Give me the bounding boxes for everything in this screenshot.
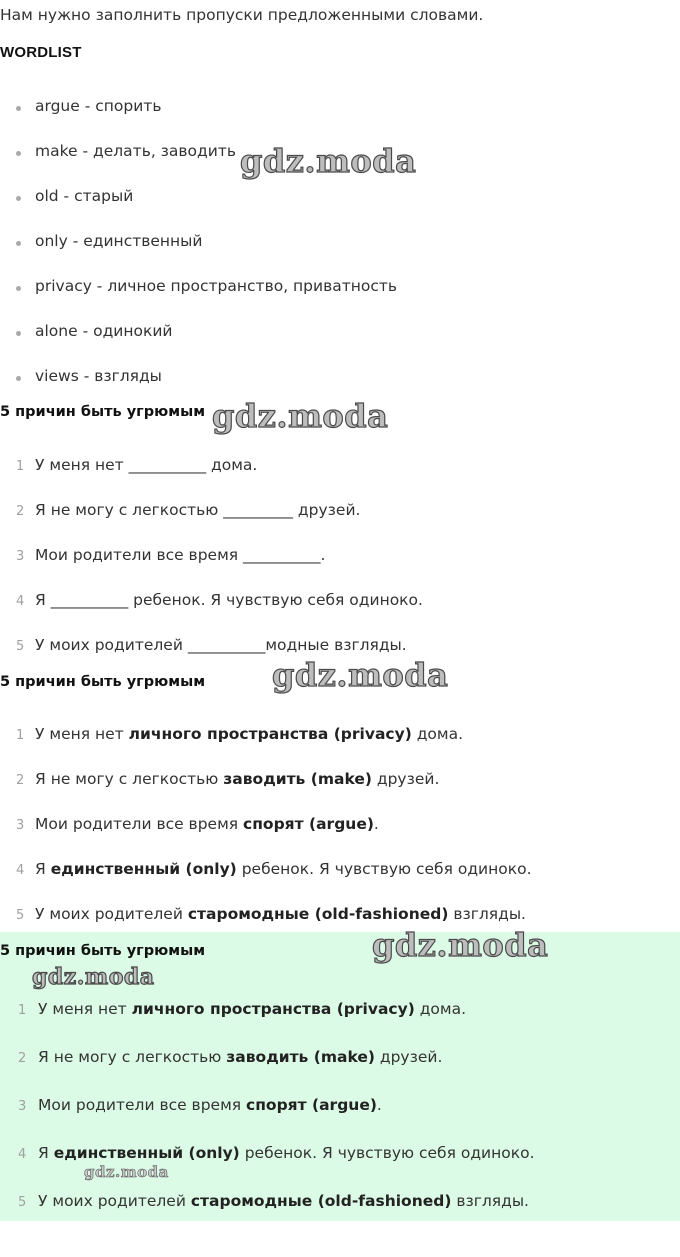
answer-line (38, 1192, 529, 1210)
answer-pre: Я (35, 860, 51, 878)
answer-word: личного пространства (privacy) (128, 725, 412, 743)
answer-post: дома. (414, 1000, 467, 1018)
watermark-logo: gdz.moda (372, 926, 549, 964)
answer-pre: Мои родители все время (35, 815, 244, 833)
item-number: 1 (18, 1003, 27, 1018)
answer-pre: У моих родителей (38, 1192, 191, 1210)
answer-post: ребенок. Я чувствую себя одиноко. (236, 860, 532, 878)
item-number: 4 (16, 863, 25, 878)
section-title: 5 причин быть угрюмым (0, 404, 206, 420)
exercise-line: У меня нет __________ дома. (35, 456, 258, 474)
watermark-logo: gdz.moda (272, 656, 449, 694)
answer-word: спорят (argue) (246, 1096, 377, 1114)
bullet-icon (16, 241, 21, 246)
bullet-icon (16, 331, 21, 336)
exercise-line: Мои родители все время __________. (35, 546, 326, 564)
wordlist-item: only - единственный (35, 232, 203, 250)
wordlist-heading: WORDLIST (0, 44, 82, 61)
answer-line (35, 815, 379, 833)
watermark-logo: gdz.moda (84, 1163, 169, 1181)
answer-post: взгляды. (451, 1192, 529, 1210)
answer-pre: Мои родители все время (38, 1096, 247, 1114)
answer-word: старомодные (old-fashioned) (190, 1192, 452, 1210)
answer-post: дома. (411, 725, 464, 743)
wordlist-item: alone - одинокий (35, 322, 173, 340)
answer-post: взгляды. (448, 905, 526, 923)
answer-post: . (373, 815, 379, 833)
watermark-logo: gdz.moda (212, 397, 389, 435)
answer-word: спорят (argue) (243, 815, 374, 833)
watermark-logo: gdz.moda (240, 142, 417, 180)
answer-word: старомодные (old-fashioned) (187, 905, 449, 923)
answer-pre: Я не могу с легкостью (38, 1048, 227, 1066)
item-number: 3 (18, 1099, 27, 1114)
answer-pre: У меня нет (38, 1000, 132, 1018)
answer-pre: Я не могу с легкостью (35, 770, 224, 788)
intro-text: Нам нужно заполнить пропуски предложенными словами. (0, 6, 484, 24)
section-title: 5 причин быть угрюмым (0, 674, 206, 690)
wordlist-item: old - старый (35, 187, 134, 205)
wordlist-item: make - делать, заводить (35, 142, 236, 160)
answer-post: друзей. (374, 1048, 443, 1066)
bullet-icon (16, 151, 21, 156)
answer-pre: У меня нет (35, 725, 129, 743)
bullet-icon (16, 286, 21, 291)
exercise-line: Я не могу с легкостью _________ друзей. (35, 501, 361, 519)
item-number: 1 (16, 728, 25, 743)
answer-word: заводить (make) (223, 770, 372, 788)
answer-line (38, 1048, 442, 1066)
answer-line (35, 905, 526, 923)
bullet-icon (16, 106, 21, 111)
answer-word: единственный (only) (50, 860, 237, 878)
item-number: 4 (18, 1147, 27, 1162)
answer-line (35, 770, 439, 788)
exercise-line: У моих родителей __________модные взгляды. (35, 636, 407, 654)
item-number: 2 (18, 1051, 27, 1066)
wordlist-item: views - взгляды (35, 367, 162, 385)
item-number: 2 (16, 504, 25, 519)
answer-line (38, 1000, 466, 1018)
bullet-icon (16, 376, 21, 381)
section-title: 5 причин быть угрюмым (0, 943, 206, 959)
wordlist-item: argue - спорить (35, 97, 162, 115)
item-number: 3 (16, 818, 25, 833)
item-number: 3 (16, 549, 25, 564)
exercise-line: Я __________ ребенок. Я чувствую себя одиноко. (35, 591, 423, 609)
answer-pre: У моих родителей (35, 905, 188, 923)
answer-post: . (376, 1096, 382, 1114)
item-number: 1 (16, 459, 25, 474)
answer-line (38, 1144, 535, 1162)
answer-word: единственный (only) (53, 1144, 240, 1162)
answer-line (35, 725, 463, 743)
bullet-icon (16, 196, 21, 201)
answer-post: ребенок. Я чувствую себя одиноко. (239, 1144, 535, 1162)
watermark-logo: gdz.moda (32, 964, 155, 990)
item-number: 5 (16, 908, 25, 923)
item-number: 5 (18, 1195, 27, 1210)
wordlist-item: privacy - личное пространство, приватность (35, 277, 398, 295)
answer-pre: Я (38, 1144, 54, 1162)
item-number: 4 (16, 594, 25, 609)
answer-post: друзей. (371, 770, 440, 788)
answer-line (38, 1096, 382, 1114)
answer-line (35, 860, 532, 878)
answer-word: заводить (make) (226, 1048, 375, 1066)
answer-word: личного пространства (privacy) (131, 1000, 415, 1018)
item-number: 2 (16, 773, 25, 788)
item-number: 5 (16, 639, 25, 654)
